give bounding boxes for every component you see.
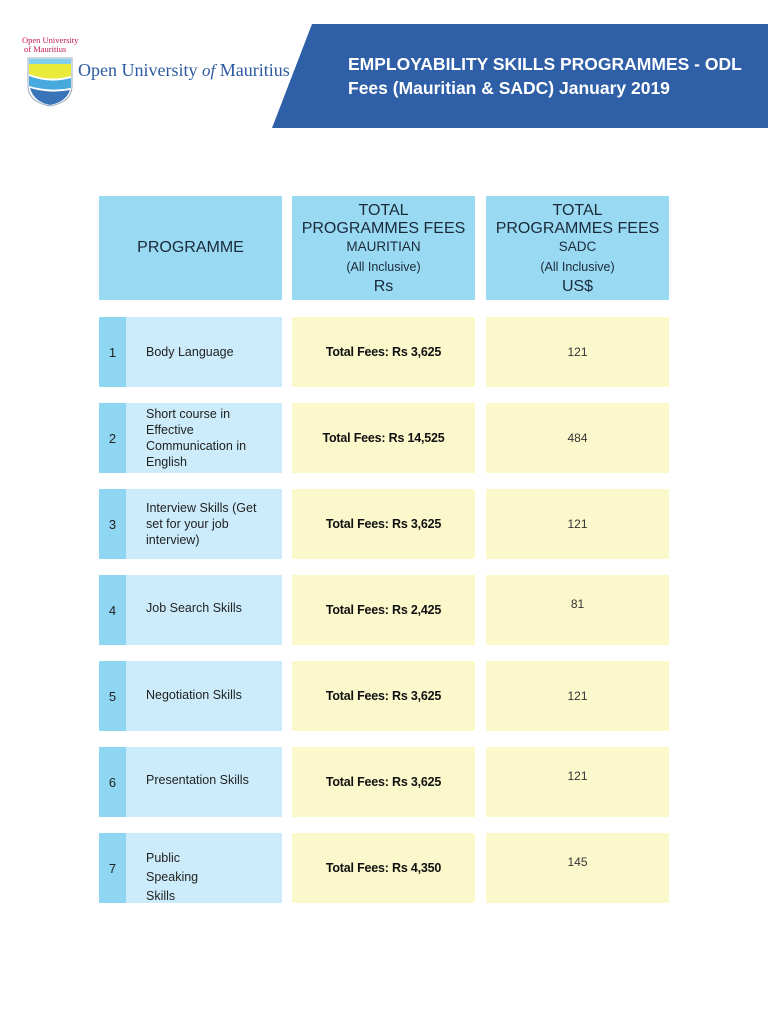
row-number: 3 bbox=[99, 489, 126, 559]
fee-sadc: 121 bbox=[486, 317, 669, 387]
table-row bbox=[99, 489, 669, 559]
logo-small-text: Open University of Mauritius bbox=[22, 35, 79, 54]
fee-sadc: 145 bbox=[486, 833, 669, 903]
programme-name: Presentation Skills bbox=[126, 747, 282, 817]
fee-sadc: 81 bbox=[486, 575, 669, 645]
logo-name: Open University of Mauritius bbox=[78, 60, 290, 80]
fee-mauritian: Total Fees: Rs 4,350 bbox=[292, 833, 475, 903]
programme-name: Negotiation Skills bbox=[126, 661, 282, 731]
fee-sadc: 121 bbox=[486, 661, 669, 731]
table-row bbox=[99, 833, 669, 903]
table-row bbox=[99, 317, 669, 387]
programme-name: Body Language bbox=[126, 317, 282, 387]
table-row bbox=[99, 661, 669, 731]
row-number: 2 bbox=[99, 403, 126, 473]
table-row bbox=[99, 747, 669, 817]
fee-mauritian: Total Fees: Rs 3,625 bbox=[292, 661, 475, 731]
shield-icon bbox=[26, 56, 74, 108]
fee-mauritian: Total Fees: Rs 14,525 bbox=[292, 403, 475, 473]
row-number: 1 bbox=[99, 317, 126, 387]
table-row bbox=[99, 403, 669, 473]
fee-mauritian: Total Fees: Rs 3,625 bbox=[292, 747, 475, 817]
row-number: 7 bbox=[99, 833, 126, 903]
page-title bbox=[348, 52, 758, 100]
fee-mauritian: Total Fees: Rs 3,625 bbox=[292, 489, 475, 559]
fee-mauritian: Total Fees: Rs 2,425 bbox=[292, 575, 475, 645]
programme-name: Public Speaking Skills bbox=[126, 833, 282, 903]
title-line-2: Fees (Mauritian & SADC) January 2019 bbox=[348, 78, 670, 98]
fee-mauritian: Total Fees: Rs 3,625 bbox=[292, 317, 475, 387]
university-logo bbox=[22, 36, 322, 116]
row-number: 6 bbox=[99, 747, 126, 817]
fee-sadc: 121 bbox=[486, 489, 669, 559]
programme-name: Short course in Effective Communication in English bbox=[126, 403, 282, 473]
row-number: 4 bbox=[99, 575, 126, 645]
header-fees-mauritian: TOTAL PROGRAMMES FEES MAURITIAN (All Inclusive) Rs bbox=[292, 196, 475, 300]
fee-sadc: 484 bbox=[486, 403, 669, 473]
programme-name: Interview Skills (Get set for your job interview) bbox=[126, 489, 282, 559]
fee-sadc: 121 bbox=[486, 747, 669, 817]
programme-name: Job Search Skills bbox=[126, 575, 282, 645]
table-row bbox=[99, 575, 669, 645]
title-line-1: EMPLOYABILITY SKILLS PROGRAMMES - ODL bbox=[348, 54, 742, 74]
header-fees-sadc: TOTAL PROGRAMMES FEES SADC (All Inclusive) US$ bbox=[486, 196, 669, 300]
header-programme: PROGRAMME bbox=[99, 196, 282, 300]
row-number: 5 bbox=[99, 661, 126, 731]
